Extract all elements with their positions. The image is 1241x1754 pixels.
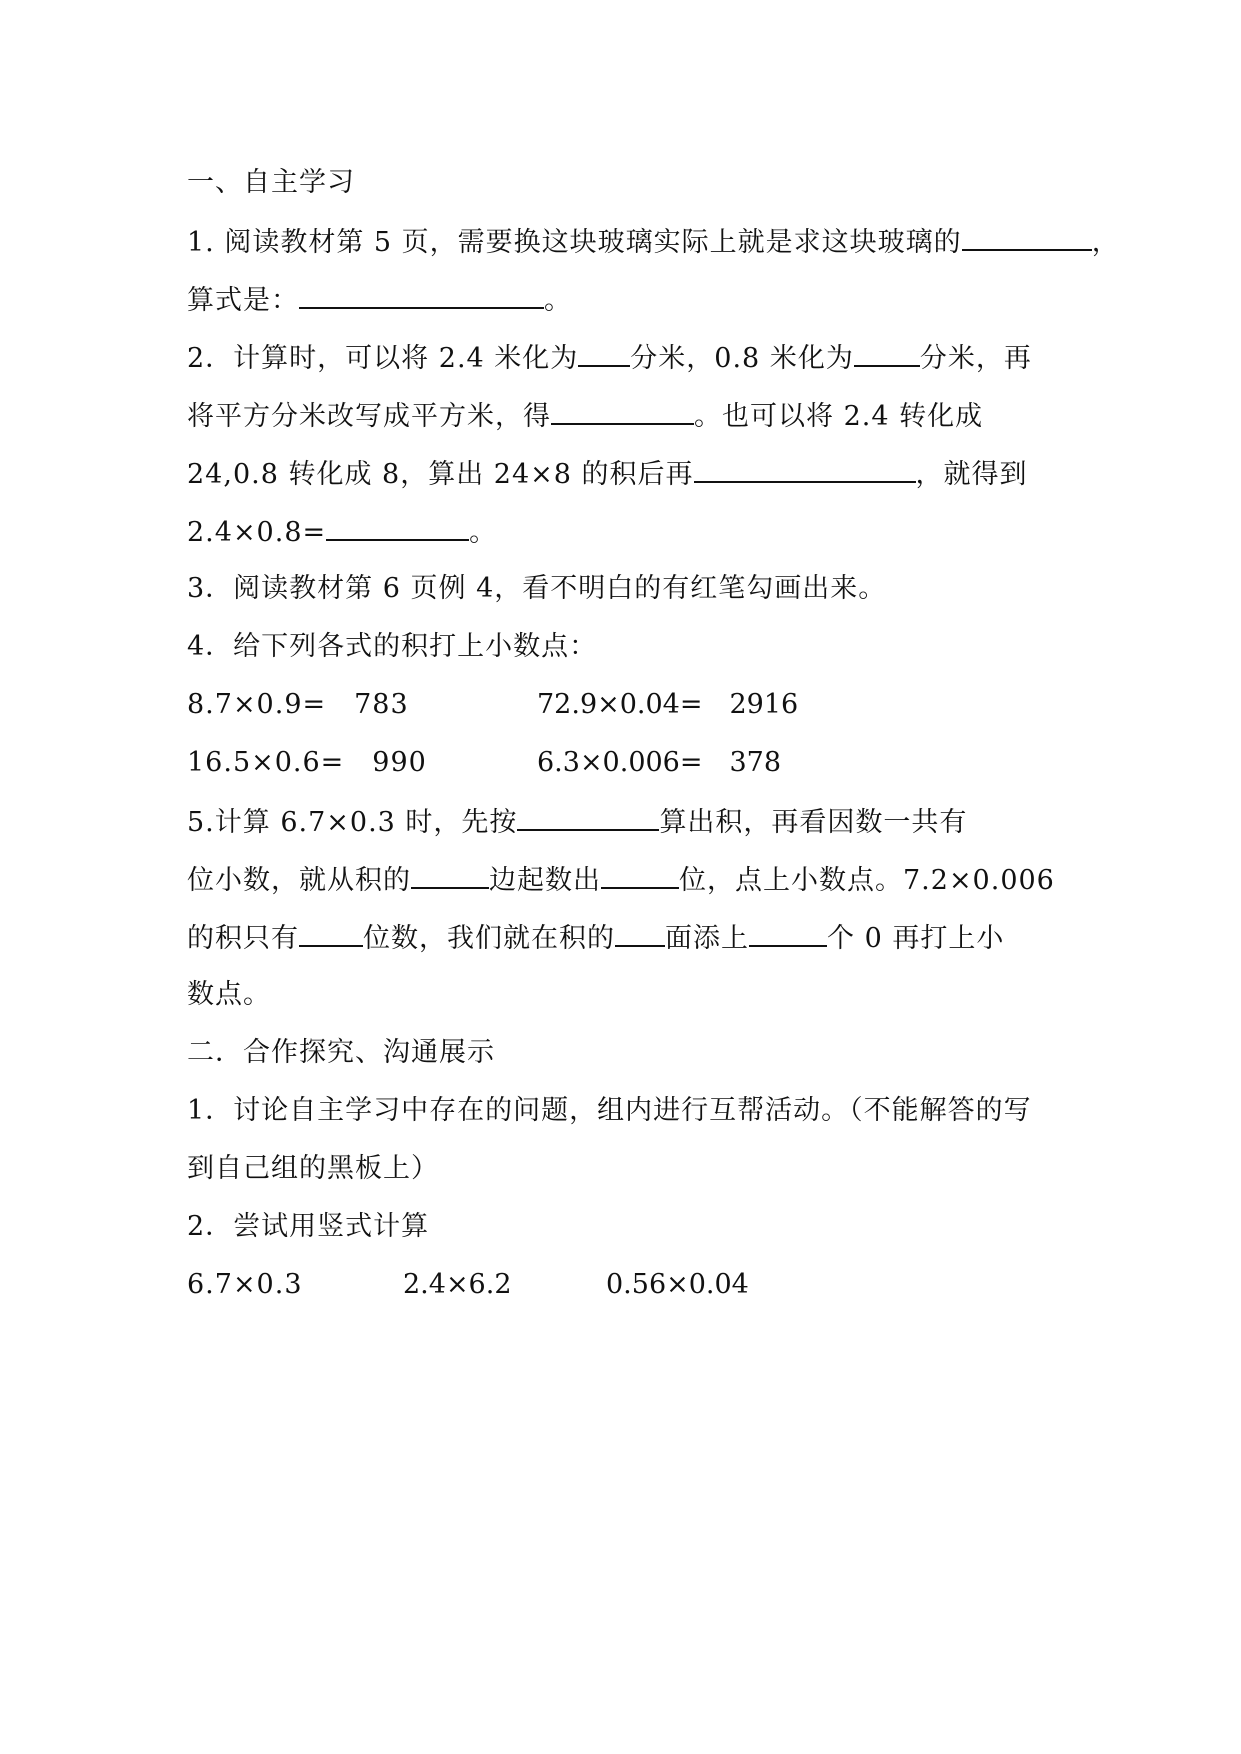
q4-row-1-left: 8.7×0.9= 783 [187,689,409,720]
section-1-heading: 一、自主学习 [187,167,355,198]
question-2-line-4 [187,511,497,553]
q2-text-b: 分米，0.8 米化为 [630,343,854,374]
s2-question-2-title: 2．尝试用竖式计算 [187,1211,430,1242]
q1-text-d: 。 [544,285,572,316]
question-5-line-3 [187,917,1004,959]
s2-item-2: 2.4×6.2 [403,1269,512,1300]
q2-text-a: 2．计算时，可以将 2.4 米化为 [187,343,579,374]
s2-item-3: 0.56×0.04 [606,1269,749,1300]
q1-text-a: 1. 阅读教材第 5 页，需要换这块玻璃实际上就是求这块玻璃的 [187,227,962,258]
q1-text-b: ， [1091,227,1120,258]
q5-blank-6[interactable] [749,917,827,947]
q2-blank-4[interactable] [694,453,916,483]
q5-blank-1[interactable] [517,801,659,831]
q5-text-c: 位小数，就从积的 [187,865,411,896]
q4-row-2-right: 6.3×0.006= 378 [537,747,782,778]
question-4-title: 4．给下列各式的积打上小数点： [187,631,598,662]
q2-text-h: 2.4×0.8= [187,517,327,548]
question-1-line-2 [187,279,572,321]
q2-blank-1[interactable] [578,337,630,367]
q5-blank-5[interactable] [615,917,665,947]
section-2-heading: 二．合作探究、沟通展示 [187,1037,495,1068]
question-2-line-3 [187,453,1028,495]
question-3: 3．阅读教材第 6 页例 4，看不明白的有红笔勾画出来。 [187,573,887,604]
q5-text-d: 边起数出 [489,865,601,896]
question-1-line-1 [187,221,1120,263]
q5-text-b: 算出积，再看因数一共有 [659,807,968,838]
q2-blank-3[interactable] [551,395,694,425]
question-2-line-2 [187,395,983,437]
q4-row-2-left: 16.5×0.6= 990 [187,747,427,778]
q2-text-e: 。也可以将 2.4 转化成 [694,401,984,432]
question-2-line-1 [187,337,1032,379]
q2-text-c: 分米，再 [919,343,1032,374]
q5-text-g: 位数，我们就在积的 [363,923,615,954]
q1-text-c: 算式是： [187,285,299,316]
s2-item-1: 6.7×0.3 [187,1269,303,1300]
question-5-line-1 [187,801,967,843]
q2-text-g: ，就得到 [915,459,1028,490]
q5-text-a: 5.计算 6.7×0.3 时，先按 [187,807,518,838]
q5-text-e: 位，点上小数点。7.2×0.006 [679,865,1055,896]
q1-blank-2[interactable] [299,279,544,309]
q5-blank-2[interactable] [411,859,489,889]
question-5-line-2 [187,859,1055,901]
question-5-line-4: 数点。 [187,979,271,1010]
q5-blank-4[interactable] [299,917,363,947]
q5-text-h: 面添上 [665,923,749,954]
q5-blank-3[interactable] [601,859,679,889]
q1-blank-1[interactable] [962,221,1092,251]
q5-text-i: 个 0 再打上小 [827,923,1005,954]
q2-text-d: 将平方分米改写成平方米，得 [187,401,551,432]
q2-blank-5[interactable] [326,511,469,541]
s2-question-1-line-2: 到自己组的黑板上） [187,1153,439,1184]
q5-text-f: 的积只有 [187,923,299,954]
q2-text-f: 24,0.8 转化成 8，算出 24×8 的积后再 [187,459,694,490]
q4-row-1-right: 72.9×0.04= 2916 [537,689,799,720]
q2-text-i: 。 [469,517,498,548]
s2-question-1-line-1: 1．讨论自主学习中存在的问题，组内进行互帮活动。（不能解答的写 [187,1095,1032,1126]
q2-blank-2[interactable] [854,337,920,367]
